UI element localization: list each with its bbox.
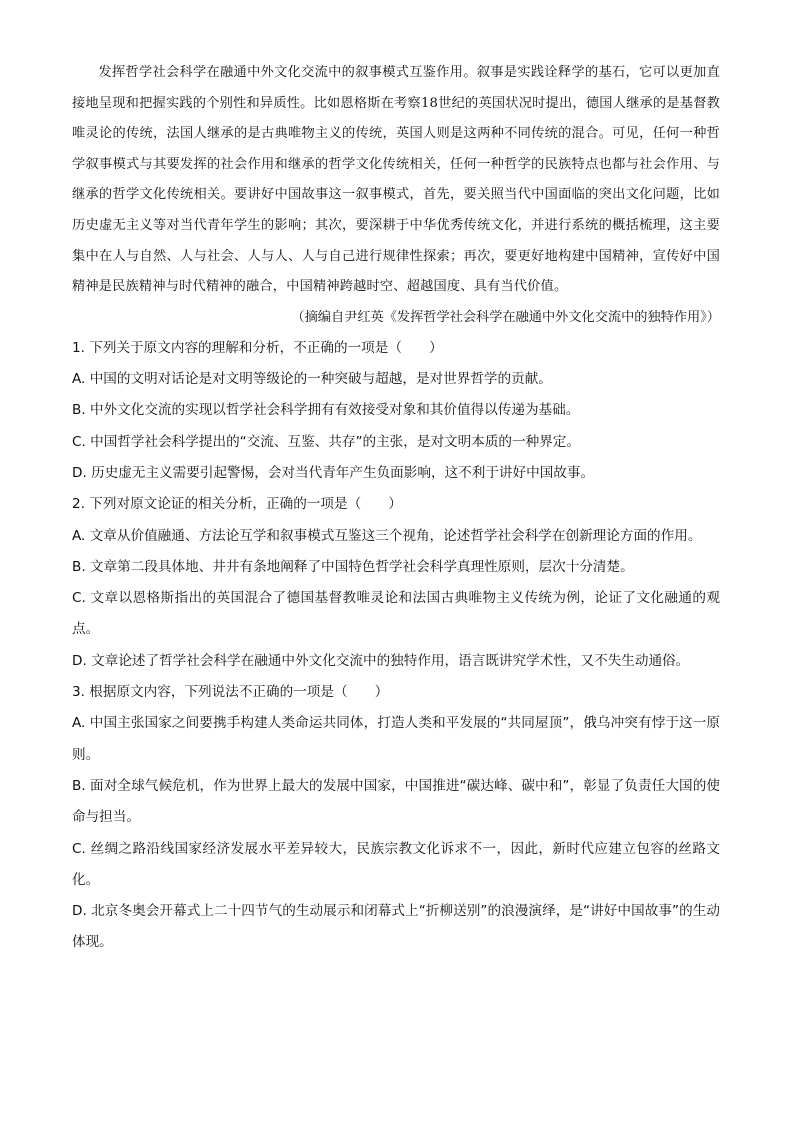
- option-c: C. 文章以恩格斯指出的英国混合了德国基督教唯灵论和法国古典唯物主义传统为例，论证了文化融通的观点。: [72, 590, 720, 638]
- passage-source: （摘编自尹红英《发挥哲学社会科学在融通中外文化交流中的独特作用》）: [291, 309, 720, 325]
- option-d: D. 历史虚无主义需要引起警惕，会对当代青年产生负面影响，这不利于讲好中国故事。: [72, 464, 595, 481]
- question-2: [72, 489, 720, 677]
- question-stem: 3. 根据原文内容，下列说法不正确的一项是（ ）: [72, 684, 389, 701]
- option-b: B. 中外文化交流的实现以哲学社会科学拥有有效接受对象和其价值得以传递为基础。: [72, 402, 580, 419]
- option-c: C. 中国哲学社会科学提出的“交流、互鉴、共存”的主张，是对文明本质的一种界定。: [72, 433, 580, 450]
- document-page: [72, 58, 720, 959]
- option-b: B. 文章第二段具体地、井井有条地阐释了中国特色哲学社会科学真理性原则，层次十分清楚。: [72, 558, 634, 575]
- option-a: A. 文章从价值融通、方法论互学和叙事模式互鉴这三个视角，论述哲学社会科学在创新理论方面的作用。: [72, 527, 702, 544]
- option-a: A. 中国主张国家之间要携手构建人类命运共同体，打造人类和平发展的“共同屋顶”，俄乌冲突有悖于这一原则。: [72, 715, 720, 763]
- option-d: D. 北京冬奥会开幕式上二十四节气的生动展示和闭幕式上“折柳送别”的浪漫演绎，是“讲好中国故事”的生动体现。: [72, 903, 720, 951]
- option-c: C. 丝绸之路沿线国家经济发展水平差异较大，民族宗教文化诉求不一，因此，新时代应建立包容的丝路文化。: [72, 840, 720, 888]
- question-1: [72, 333, 720, 489]
- option-a: A. 中国的文明对话论是对文明等级论的一种突破与超越，是对世界哲学的贡献。: [72, 371, 552, 388]
- question-stem: 1. 下列关于原文内容的理解和分析，不正确的一项是（ ）: [72, 339, 443, 356]
- option-d: D. 文章论述了哲学社会科学在融通中外文化交流中的独特作用，语言既讲究学术性，又不失生动通俗。: [72, 652, 690, 669]
- question-3: [72, 677, 720, 959]
- passage-paragraph: 发挥哲学社会科学在融通中外文化交流中的叙事模式互鉴作用。叙事是实践诠释学的基石，它可以更加直接地呈现和把握实践的个别性和异质性。比如恩格斯在考察18世纪的英国状况时提出，德国人继承的是基督教唯灵论的传统，法国人继承的是古典唯物主义的传统，英国人则是这两种不同传统的混合。可见，任何一种哲学叙事模式与其要发挥的社会作用和继承的哲学文化传统相关，任何一种哲学的民族特点也都与社会作用、与继承的哲学文化传统相关。要讲好中国故事这一叙事模式，首先，要关照当代中国面临的突出文化问题，比如历史虚无主义等对当代青年学生的影响；其次，要深耕于中华优秀传统文化，并进行系统的概括梳理，这主要集中在人与自然、人与社会、人与人、人与自己进行规律性探索；再次，要更好地构建中国精神，宣传好中国精神是民族精神与时代精神的融合，中国精神跨越时空、超越国度、具有当代价值。: [72, 65, 720, 295]
- question-stem: 2. 下列对原文论证的相关分析，正确的一项是（ ）: [72, 496, 402, 513]
- option-b: B. 面对全球气候危机，作为世界上最大的发展中国家，中国推进“碳达峰、碳中和”，彰显了负责任大国的使命与担当。: [72, 777, 720, 826]
